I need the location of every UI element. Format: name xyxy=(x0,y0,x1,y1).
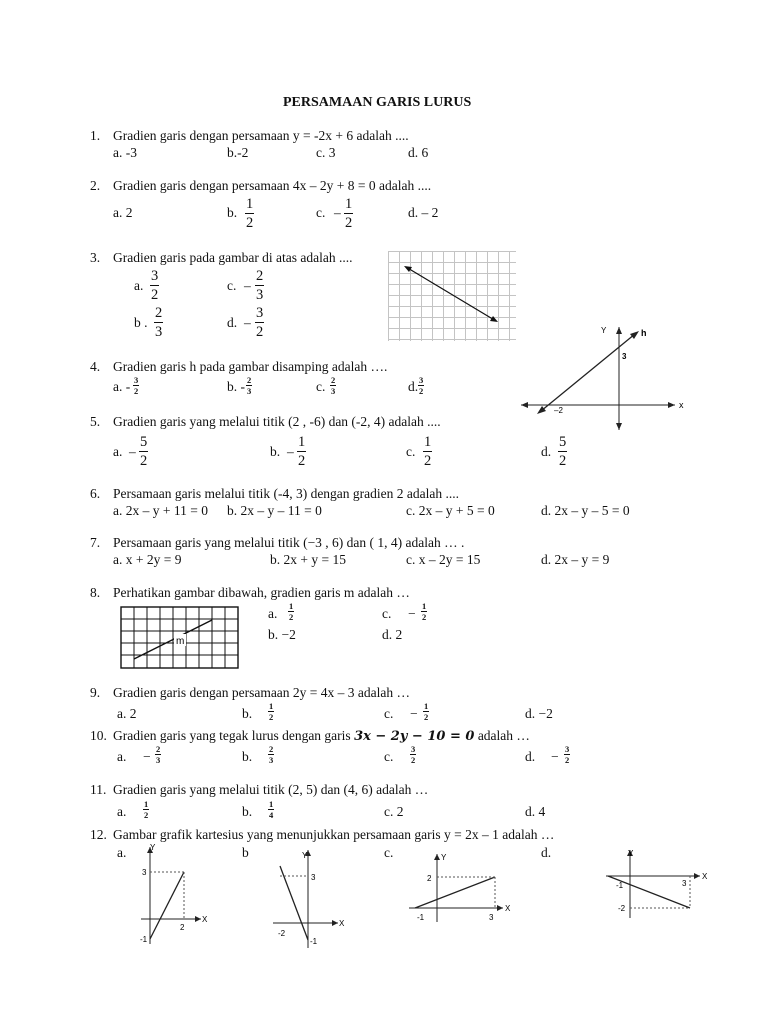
option-a: a. 2 xyxy=(113,205,133,220)
option-a-label: a. xyxy=(117,749,127,764)
question-number: 8. xyxy=(90,585,101,600)
option-d-label: d. xyxy=(408,379,419,394)
option-c-fraction: $\frac{1}{2}$ xyxy=(345,196,353,231)
option-c-label: c. xyxy=(227,278,237,293)
option-a: a. -3 xyxy=(113,145,137,160)
option-b-fraction: $\frac{1}{2}$ xyxy=(298,434,306,469)
question-number: 7. xyxy=(90,535,101,550)
question-text: Persamaan garis melalui titik (-4, 3) dengan gradien 2 adalah .... xyxy=(113,486,460,501)
tick-label: -2 xyxy=(618,904,626,913)
option-a-label: a. xyxy=(113,444,123,459)
question-number: 3. xyxy=(90,250,101,265)
option-b-fraction: $\frac{1}{4}$ xyxy=(269,799,274,820)
option-b-label: b. xyxy=(242,706,253,721)
line-m-label: m xyxy=(176,636,185,647)
option-a-fraction: $\frac{5}{2}$ xyxy=(140,434,148,469)
option-c: c. xyxy=(384,845,394,860)
question-number: 11. xyxy=(90,782,107,797)
q8-grid-figure xyxy=(120,606,240,670)
option-a-fraction: $\frac{3}{2}$ xyxy=(134,375,139,396)
x-intercept-label: –2 xyxy=(554,406,563,415)
option-c: c. 2 xyxy=(384,804,404,819)
option-b-label: b. xyxy=(242,749,253,764)
option-c-fraction: $\frac{1}{2}$ xyxy=(422,601,427,622)
option-d: d. 6 xyxy=(408,145,429,160)
question-text: Persamaan garis yang melalui titik (−3 , 6) dan ( 1, 4) adalah … . xyxy=(113,535,465,550)
question-text-post: adalah … xyxy=(477,728,530,743)
question-text-pre: Gradien garis yang tegak lurus dengan garis xyxy=(113,728,351,743)
y-intercept-label: 3 xyxy=(622,352,627,361)
question-text xyxy=(113,729,530,743)
question-number: 12. xyxy=(90,827,107,842)
option-a-fraction: $\frac{2}{3}$ xyxy=(156,744,161,765)
option-a-fraction: $\frac{1}{2}$ xyxy=(144,799,149,820)
option-a: a. 2 xyxy=(117,706,137,721)
option-d-label: d. xyxy=(227,315,238,330)
option-d: d. −2 xyxy=(525,706,553,721)
option-d-sign: − xyxy=(551,749,559,764)
option-c: c. x – 2y = 15 xyxy=(406,552,481,567)
tick-label: -2 xyxy=(278,929,286,938)
option-a-fraction: $\frac{1}{2}$ xyxy=(289,601,294,622)
option-d: d. 2x – y = 9 xyxy=(541,552,610,567)
option-d: d. xyxy=(541,845,552,860)
question-text: Gradien garis dengan persamaan y = -2x + 6 adalah .... xyxy=(113,128,409,143)
option-d-fraction: $\frac{3}{2}$ xyxy=(565,744,570,765)
tick-label: 3 xyxy=(682,879,687,888)
option-b: b.-2 xyxy=(227,145,249,160)
option-d-label: d. xyxy=(541,444,552,459)
tick-label: -1 xyxy=(140,935,148,944)
question-text: Gradien garis yang melalui titik (2 , -6) dan (-2, 4) adalah .... xyxy=(113,414,441,429)
question-number: 5. xyxy=(90,414,101,429)
option-d-fraction: $\frac{3}{2}$ xyxy=(256,305,264,340)
question-text: Perhatikan gambar dibawah, gradien garis m adalah … xyxy=(113,585,410,600)
option-c-label: c. xyxy=(406,444,416,459)
option-a-fraction: $\frac{3}{2}$ xyxy=(151,268,159,303)
x-axis-label: x xyxy=(679,400,684,410)
option-d-sign: – xyxy=(244,315,251,330)
tick-label: 2 xyxy=(427,874,432,883)
option-b-fraction: $\frac{1}{2}$ xyxy=(246,196,254,231)
option-b-label: b. xyxy=(270,444,281,459)
y-axis-label: Y xyxy=(150,843,156,852)
option-a-label: a. xyxy=(117,804,127,819)
option-c: c. 2x – y + 5 = 0 xyxy=(406,503,495,518)
option-b-label: b . xyxy=(134,315,148,330)
question-number: 2. xyxy=(90,178,101,193)
option-c-label: c. xyxy=(384,706,394,721)
option-c-fraction: $\frac{1}{2}$ xyxy=(424,434,432,469)
option-c-sign: − xyxy=(410,706,418,721)
option-d-fraction: $\frac{3}{2}$ xyxy=(419,375,424,396)
option-b-label: b. xyxy=(227,205,238,220)
equation: 3x − 2y − 10 = 0 xyxy=(354,729,475,744)
question-number: 4. xyxy=(90,359,101,374)
tick-label: 3 xyxy=(311,873,316,882)
option-c-label: c. xyxy=(316,205,326,220)
option-b-label: b. - xyxy=(227,379,245,394)
option-d: d. 2 xyxy=(382,627,403,642)
option-c-fraction: $\frac{3}{2}$ xyxy=(411,744,416,765)
option-b-fraction: $\frac{2}{3}$ xyxy=(269,744,274,765)
option-a-label: a. xyxy=(134,278,144,293)
option-d-label: d. xyxy=(525,749,536,764)
option-c-label: c. xyxy=(384,749,394,764)
question-text: Gradien garis pada gambar di atas adalah .... xyxy=(113,250,353,265)
y-axis-label: Y xyxy=(628,849,634,858)
y-axis-label: Y xyxy=(302,851,308,860)
question-text: Gradien garis dengan persamaan 4x – 2y + 8 = 0 adalah .... xyxy=(113,178,432,193)
option-b-sign: – xyxy=(287,444,294,459)
option-d: d. – 2 xyxy=(408,205,439,220)
question-text: Gradien garis h pada gambar disamping adalah …. xyxy=(113,359,388,374)
option-a-sign: – xyxy=(129,444,136,459)
question-text: Gradien garis yang melalui titik (2, 5) dan (4, 6) adalah … xyxy=(113,782,429,797)
question-number: 1. xyxy=(90,128,101,143)
question-text: Gambar grafik kartesius yang menunjukkan persamaan garis y = 2x – 1 adalah … xyxy=(113,827,555,842)
option-c-sign: – xyxy=(244,278,251,293)
option-c-fraction: $\frac{1}{2}$ xyxy=(424,701,429,722)
y-axis-label: Y xyxy=(601,326,607,335)
tick-label: 3 xyxy=(489,913,494,922)
option-c-sign: − xyxy=(408,606,416,621)
option-c-fraction: $\frac{2}{3}$ xyxy=(331,375,336,396)
tick-label: 3 xyxy=(142,868,147,877)
option-b-fraction: $\frac{1}{2}$ xyxy=(269,701,274,722)
option-a-sign: − xyxy=(143,749,151,764)
option-a: a. x + 2y = 9 xyxy=(113,552,182,567)
question-number: 9. xyxy=(90,685,101,700)
option-b: b. 2x – y – 11 = 0 xyxy=(227,503,322,518)
option-b-label: b. xyxy=(242,804,253,819)
tick-label: -1 xyxy=(310,937,318,946)
graph-option-c xyxy=(405,850,523,928)
line-h-label: h xyxy=(641,328,647,338)
option-d: d. 4 xyxy=(525,804,546,819)
option-a: a. xyxy=(117,845,127,860)
y-axis-label: Y xyxy=(441,853,447,862)
tick-label: 2 xyxy=(180,923,185,932)
q4-cartesian-figure xyxy=(515,322,685,434)
question-text: Gradien garis dengan persamaan 2y = 4x – 3 adalah … xyxy=(113,685,411,700)
option-b: b xyxy=(242,845,249,860)
option-a-label: a. xyxy=(268,606,278,621)
option-c-label: c. xyxy=(382,606,392,621)
tick-label: -1 xyxy=(616,881,624,890)
option-b: b. −2 xyxy=(268,627,296,642)
tick-label: -1 xyxy=(417,913,425,922)
graph-option-b xyxy=(268,844,352,952)
question-number: 6. xyxy=(90,486,101,501)
page-title: PERSAMAAN GARIS LURUS xyxy=(283,95,472,110)
option-b: b. 2x + y = 15 xyxy=(270,552,346,567)
option-c-label: c. xyxy=(316,379,326,394)
option-d-fraction: $\frac{5}{2}$ xyxy=(559,434,567,469)
option-c-fraction: $\frac{2}{3}$ xyxy=(256,268,264,303)
x-axis-label: X xyxy=(505,904,511,913)
option-a: a. 2x – y + 11 = 0 xyxy=(113,503,208,518)
x-axis-label: X xyxy=(202,915,208,924)
option-d: d. 2x – y – 5 = 0 xyxy=(541,503,630,518)
q3-grid-figure xyxy=(388,251,516,341)
x-axis-label: X xyxy=(702,872,708,881)
graph-option-a xyxy=(136,842,216,947)
question-number: 10. xyxy=(90,728,107,743)
graph-option-d xyxy=(604,846,714,926)
option-b-fraction: $\frac{2}{3}$ xyxy=(155,305,163,340)
option-c-sign: – xyxy=(334,205,341,220)
option-c: c. 3 xyxy=(316,145,336,160)
option-a-label: a. - xyxy=(113,379,131,394)
option-b-fraction: $\frac{2}{3}$ xyxy=(247,375,252,396)
x-axis-label: X xyxy=(339,919,345,928)
